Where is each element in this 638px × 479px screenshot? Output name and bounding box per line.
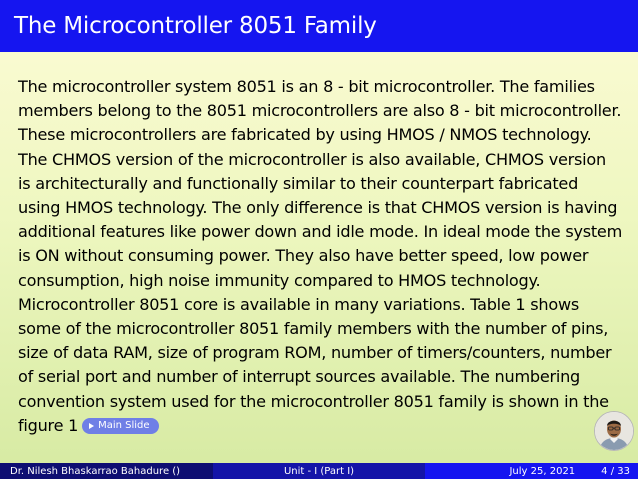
main-slide-button[interactable]: [82, 418, 158, 434]
presenter-avatar: [594, 411, 634, 451]
slide-title: The Microcontroller 8051 Family: [14, 13, 377, 39]
footer-unit: Unit - I (Part I): [283, 465, 355, 477]
footer-date: July 25, 2021: [509, 465, 576, 477]
presenter-photo-icon: [595, 412, 633, 450]
footer-bar: [0, 463, 638, 479]
slide-body: [18, 75, 622, 438]
footer-unit-segment: [213, 463, 425, 479]
footer-author-segment: [0, 463, 213, 479]
body-text: The microcontroller system 8051 is an 8 - bit microcontroller. The families members belong to the 8051 microcontrollers are also 8 - bit microcontroller. These microcontrollers are fabricated by using HMOS / NMOS technology. The CHMOS version of the microcontroller is also available, CHMOS version is architecturally and functionally similar to their counterpart fabricated using HMOS technology. The only difference is that CHMOS version is having additional features like power down and idle mode. In ideal mode the system is ON without consuming power. They also have better speed, low power consumption, high noise immunity compared to HMOS technology. Microcontroller 8051 core is available in many variations. Table 1 shows some of the microcontroller 8051 family members with the number of pins, size of data RAM, size of program ROM, number of timers/counters, number of serial port and number of interrupt sources available. The numbering convention system used for the microcontroller 8051 family is shown in the figure 1: [18, 77, 623, 435]
footer-date-segment: [425, 463, 638, 479]
footer-page-number: 4 / 33: [601, 465, 630, 477]
title-bar: [0, 0, 638, 52]
footer-author: Dr. Nilesh Bhaskarrao Bahadure (): [10, 465, 181, 477]
triangle-right-icon: [89, 423, 94, 429]
main-slide-label: Main Slide: [98, 419, 150, 431]
